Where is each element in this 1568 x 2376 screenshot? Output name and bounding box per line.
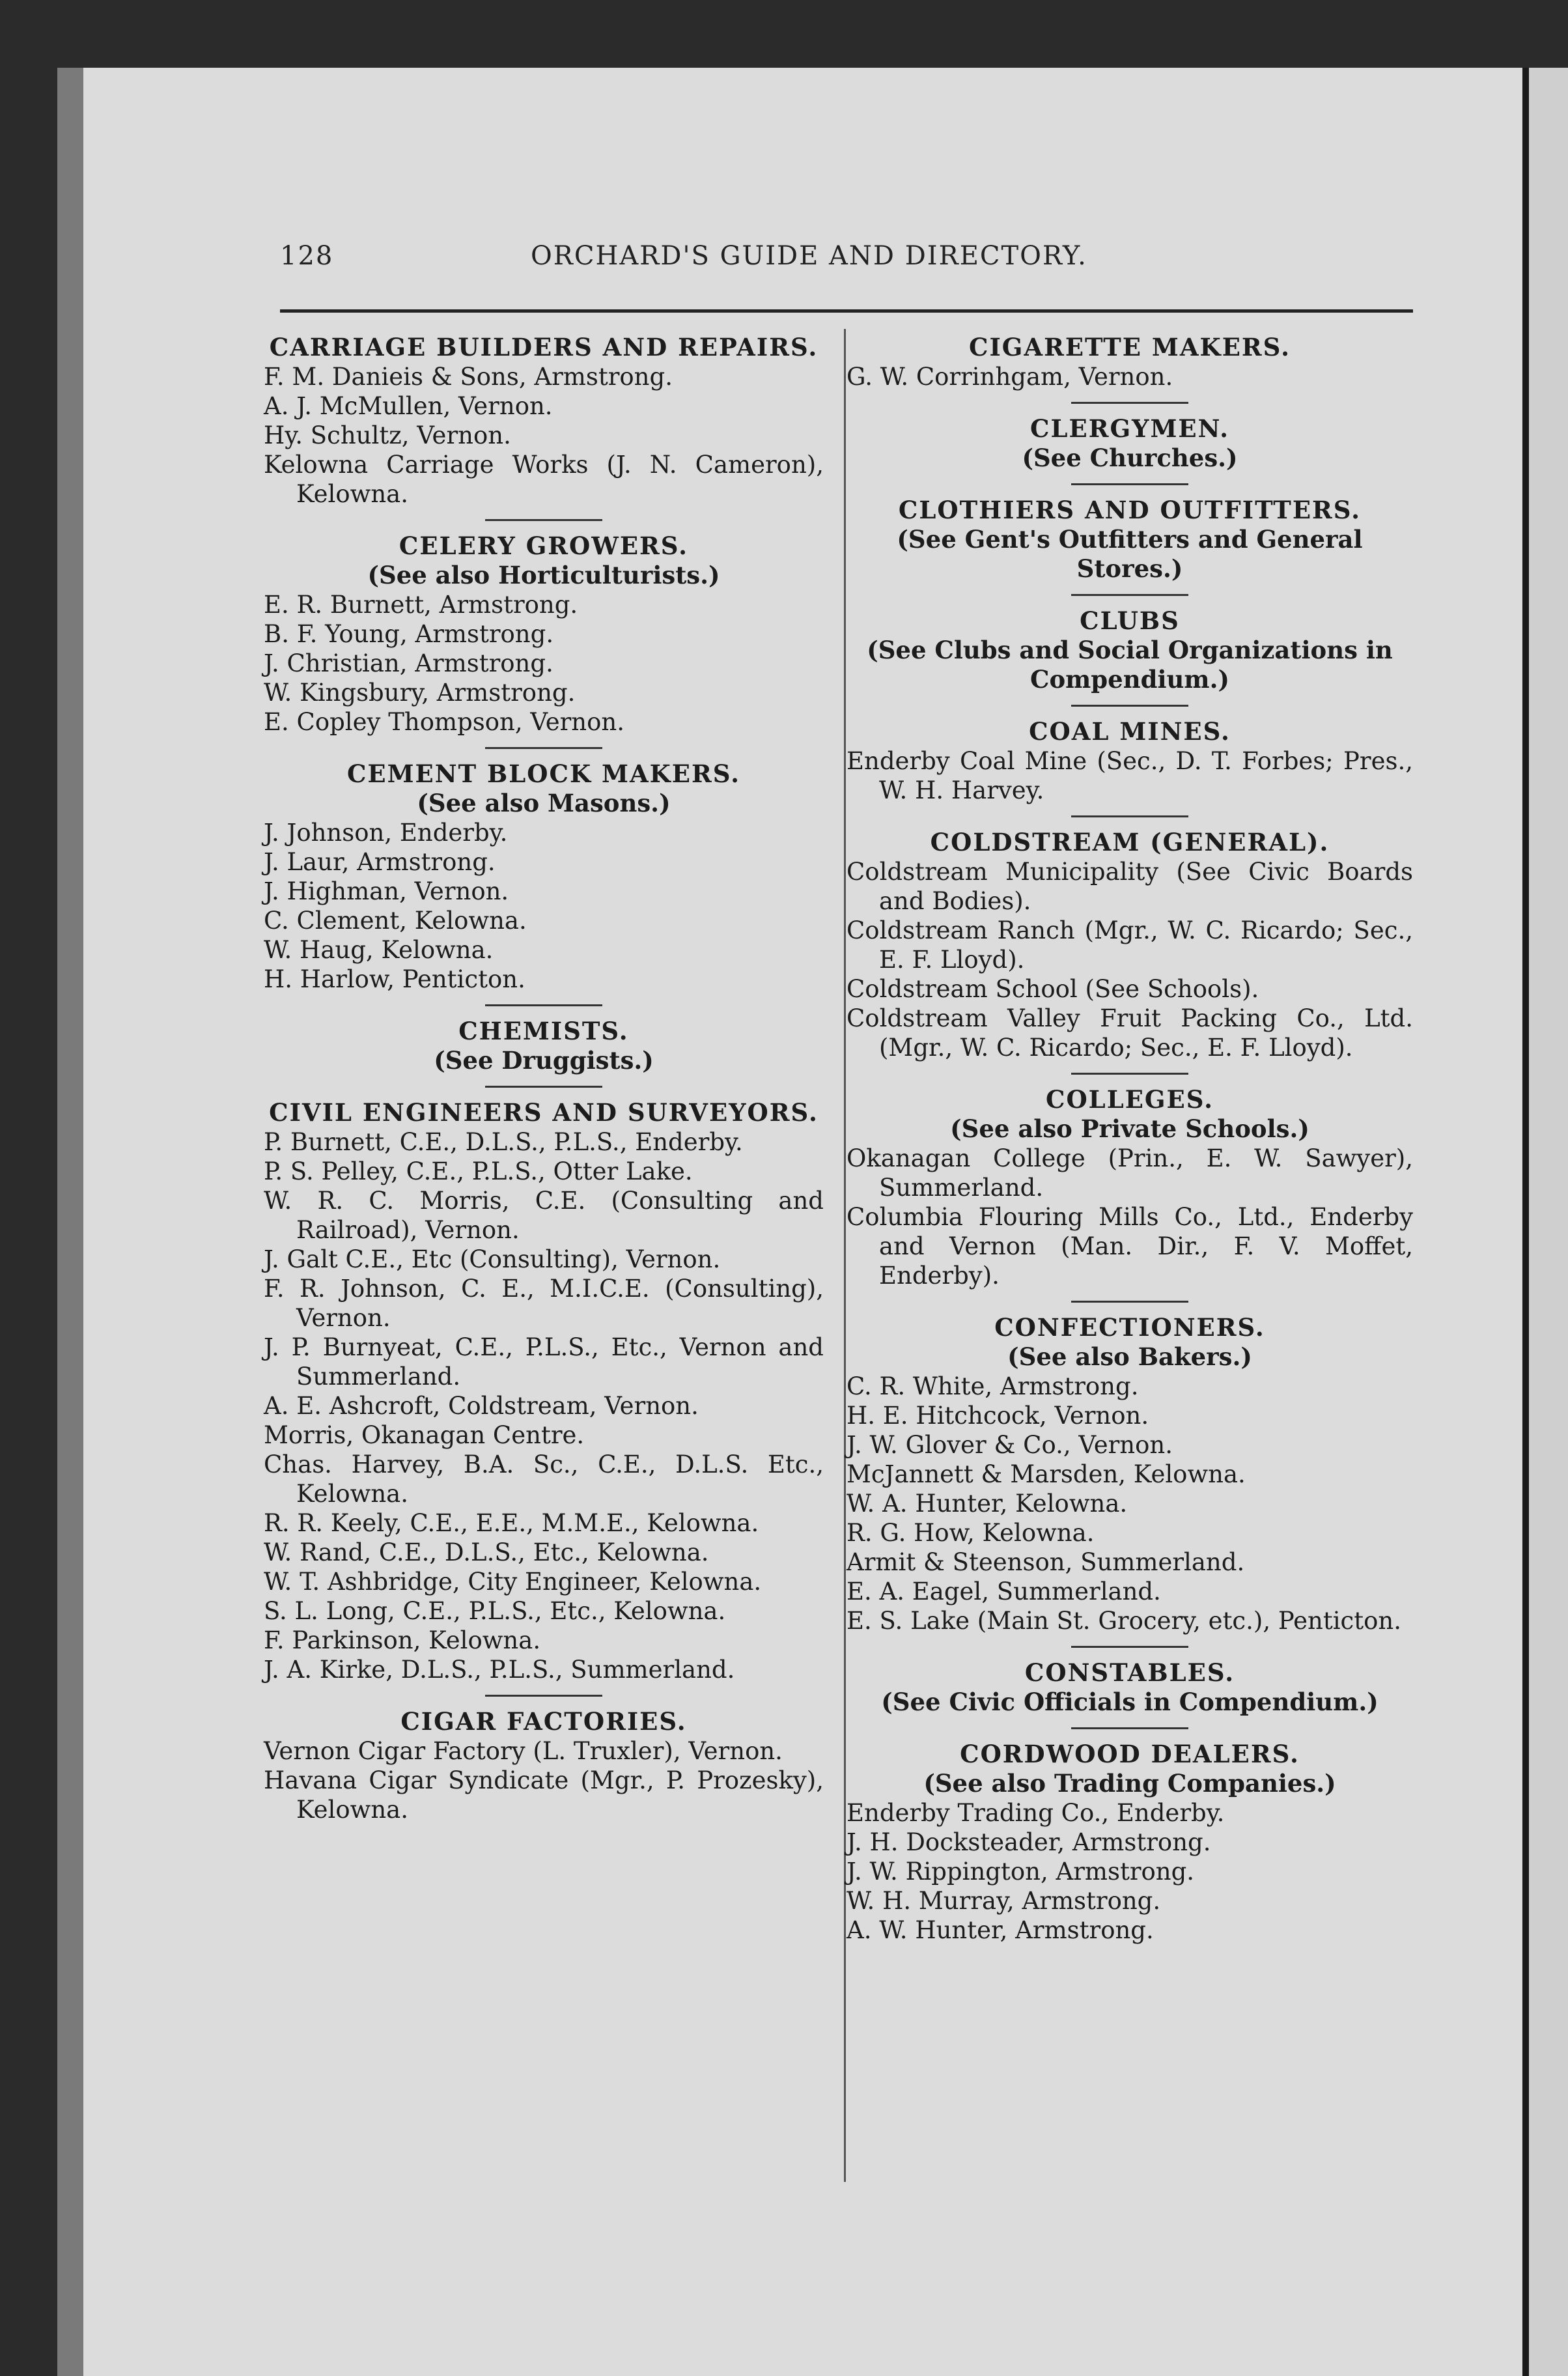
section-separator (1071, 594, 1188, 596)
directory-section (847, 496, 1413, 584)
directory-entry: Chas. Harvey, B.A. Sc., C.E., D.L.S. Etc., Kelowna. (264, 1450, 824, 1508)
directory-entry: G. W. Corrinhgam, Vernon. (847, 363, 1173, 391)
directory-entry: F. Parkinson, Kelowna. (264, 1626, 541, 1654)
directory-entry: P. S. Pelley, C.E., P.L.S., Otter Lake. (264, 1157, 693, 1185)
right-column (847, 322, 1413, 1945)
section-heading: COLDSTREAM (GENERAL). (930, 828, 1330, 856)
section-separator (485, 519, 602, 521)
section-separator (1071, 705, 1188, 707)
directory-section (264, 1098, 824, 1684)
directory-entry: R. R. Keely, C.E., E.E., M.M.E., Kelowna. (264, 1509, 759, 1537)
directory-entry: Coldstream Municipality (See Civic Boards and Bodies). (847, 858, 1413, 915)
directory-section (847, 414, 1413, 473)
directory-entry: Coldstream School (See Schools). (847, 975, 1259, 1003)
directory-entry: A. J. McMullen, Vernon. (264, 392, 553, 420)
section-separator (1071, 402, 1188, 404)
section-heading: CARRIAGE BUILDERS AND REPAIRS. (269, 333, 819, 361)
directory-section (847, 717, 1413, 805)
directory-entry: W. Kingsbury, Armstrong. (264, 679, 576, 707)
directory-entry: J. P. Burnyeat, C.E., P.L.S., Etc., Vernon and Summerland. (264, 1333, 824, 1391)
directory-entry: Coldstream Ranch (Mgr., W. C. Ricardo; Sec., E. F. Lloyd). (847, 916, 1413, 974)
directory-entry: C. Clement, Kelowna. (264, 907, 527, 935)
directory-entry: C. R. White, Armstrong. (847, 1372, 1139, 1400)
directory-entry: H. Harlow, Penticton. (264, 965, 525, 993)
directory-section (264, 333, 824, 509)
section-separator (1071, 1646, 1188, 1648)
directory-entry: J. Highman, Vernon. (264, 877, 509, 905)
directory-entry: McJannett & Marsden, Kelowna. (847, 1460, 1246, 1488)
section-heading: CHEMISTS. (458, 1017, 629, 1045)
section-heading: CLOTHIERS AND OUTFITTERS. (898, 496, 1362, 524)
section-note: (See also Trading Companies.) (923, 1769, 1336, 1798)
directory-entry: Kelowna Carriage Works (J. N. Cameron), Kelowna. (264, 451, 824, 508)
page-header (280, 241, 1413, 280)
directory-entry: W. Rand, C.E., D.L.S., Etc., Kelowna. (264, 1538, 709, 1566)
directory-section (847, 333, 1413, 391)
section-heading: CIGARETTE MAKERS. (969, 333, 1291, 361)
directory-entry: Morris, Okanagan Centre. (264, 1421, 585, 1449)
section-separator (1071, 815, 1188, 817)
section-heading: CLUBS (1080, 606, 1180, 635)
directory-section (847, 606, 1413, 694)
directory-entry: B. F. Young, Armstrong. (264, 620, 554, 648)
directory-entry: W. Haug, Kelowna. (264, 936, 494, 964)
directory-entry: J. Galt C.E., Etc (Consulting), Vernon. (264, 1245, 721, 1273)
section-note: (See Churches.) (1022, 444, 1238, 472)
section-separator (1071, 1727, 1188, 1729)
directory-section (264, 1017, 824, 1075)
directory-entry: W. R. C. Morris, C.E. (Consulting and Railroad), Vernon. (264, 1187, 824, 1244)
directory-section (264, 531, 824, 737)
directory-entry: E. S. Lake (Main St. Grocery, etc.), Penticton. (847, 1607, 1401, 1635)
directory-entry: Enderby Trading Co., Enderby. (847, 1799, 1225, 1827)
directory-section (847, 828, 1413, 1062)
directory-entry: Hy. Schultz, Vernon. (264, 421, 511, 449)
directory-entry: J. W. Rippington, Armstrong. (847, 1858, 1195, 1886)
directory-section (264, 1707, 824, 1824)
directory-section (847, 1658, 1413, 1717)
facing-page-edge (1522, 68, 1568, 2376)
directory-entry: F. R. Johnson, C. E., M.I.C.E. (Consulting), Vernon. (264, 1275, 824, 1332)
section-heading: COAL MINES. (1029, 717, 1231, 746)
directory-section (847, 1313, 1413, 1635)
directory-entry: E. R. Burnett, Armstrong. (264, 591, 578, 619)
directory-entry: H. E. Hitchcock, Vernon. (847, 1402, 1149, 1430)
directory-entry: E. Copley Thompson, Vernon. (264, 708, 624, 736)
section-heading: CIGAR FACTORIES. (400, 1707, 687, 1736)
directory-entry: F. M. Danieis & Sons, Armstrong. (264, 363, 673, 391)
section-separator (485, 1086, 602, 1088)
left-column (264, 322, 824, 1824)
directory-entry: Havana Cigar Syndicate (Mgr., P. Prozesky), Kelowna. (264, 1766, 824, 1824)
column-divider (844, 329, 846, 2182)
directory-entry: S. L. Long, C.E., P.L.S., Etc., Kelowna. (264, 1597, 726, 1625)
section-note: (See Clubs and Social Organizations in Compendium.) (867, 636, 1393, 694)
directory-entry: A. W. Hunter, Armstrong. (847, 1916, 1154, 1944)
section-separator (485, 1004, 602, 1006)
section-heading: COLLEGES. (1046, 1085, 1214, 1114)
section-heading: CONSTABLES. (1024, 1658, 1235, 1687)
directory-section (847, 1740, 1413, 1945)
directory-entry: Enderby Coal Mine (Sec., D. T. Forbes; Pres., W. H. Harvey. (847, 747, 1413, 804)
directory-entry: J. Christian, Armstrong. (264, 649, 553, 677)
section-note: (See Civic Officials in Compendium.) (881, 1688, 1379, 1716)
directory-entry: W. T. Ashbridge, City Engineer, Kelowna. (264, 1568, 762, 1596)
section-heading: CLERGYMEN. (1030, 414, 1229, 443)
section-note: (See also Horticulturists.) (367, 561, 720, 589)
directory-entry: R. G. How, Kelowna. (847, 1519, 1095, 1547)
directory-entry: Vernon Cigar Factory (L. Truxler), Vernon. (264, 1737, 783, 1765)
section-heading: CONFECTIONERS. (994, 1313, 1265, 1342)
directory-entry: J. A. Kirke, D.L.S., P.L.S., Summerland. (264, 1656, 735, 1684)
section-separator (1071, 1301, 1188, 1303)
running-title: ORCHARD'S GUIDE AND DIRECTORY. (531, 241, 1087, 271)
directory-section (847, 1085, 1413, 1290)
directory-entry: W. A. Hunter, Kelowna. (847, 1490, 1128, 1518)
section-note: (See also Bakers.) (1007, 1342, 1252, 1371)
section-heading: CIVIL ENGINEERS AND SURVEYORS. (269, 1098, 819, 1127)
directory-entry: Coldstream Valley Fruit Packing Co., Ltd. (Mgr., W. C. Ricardo; Sec., E. F. Lloyd). (847, 1004, 1413, 1062)
section-separator (485, 1695, 602, 1697)
directory-entry: A. E. Ashcroft, Coldstream, Vernon. (264, 1392, 699, 1420)
directory-entry: J. Johnson, Enderby. (264, 819, 508, 847)
section-heading: CELERY GROWERS. (399, 531, 689, 560)
directory-entry: J. H. Docksteader, Armstrong. (847, 1828, 1211, 1856)
section-heading: CORDWOOD DEALERS. (960, 1740, 1300, 1768)
directory-entry: E. A. Eagel, Summerland. (847, 1577, 1161, 1605)
directory-section (264, 759, 824, 994)
directory-entry: P. Burnett, C.E., D.L.S., P.L.S., Enderby. (264, 1128, 743, 1156)
section-note: (See also Masons.) (417, 789, 671, 817)
section-note: (See also Private Schools.) (950, 1114, 1309, 1143)
section-separator (1071, 1073, 1188, 1075)
section-separator (485, 747, 602, 749)
directory-entry: J. Laur, Armstrong. (264, 848, 496, 876)
header-rule (280, 309, 1413, 313)
directory-entry: J. W. Glover & Co., Vernon. (847, 1431, 1173, 1459)
directory-entry: Okanagan College (Prin., E. W. Sawyer), Summerland. (847, 1144, 1413, 1202)
directory-entry: Columbia Flouring Mills Co., Ltd., Enderby and Vernon (Man. Dir., F. V. Moffet, Enderby). (847, 1203, 1413, 1290)
section-heading: CEMENT BLOCK MAKERS. (346, 759, 741, 788)
directory-entry: Armit & Steenson, Summerland. (847, 1548, 1245, 1576)
section-separator (1071, 483, 1188, 485)
section-note: (See Gent's Outfitters and General Stores.) (897, 525, 1363, 583)
directory-entry: W. H. Murray, Armstrong. (847, 1887, 1161, 1915)
page-number: 128 (280, 241, 334, 271)
section-note: (See Druggists.) (434, 1046, 654, 1075)
